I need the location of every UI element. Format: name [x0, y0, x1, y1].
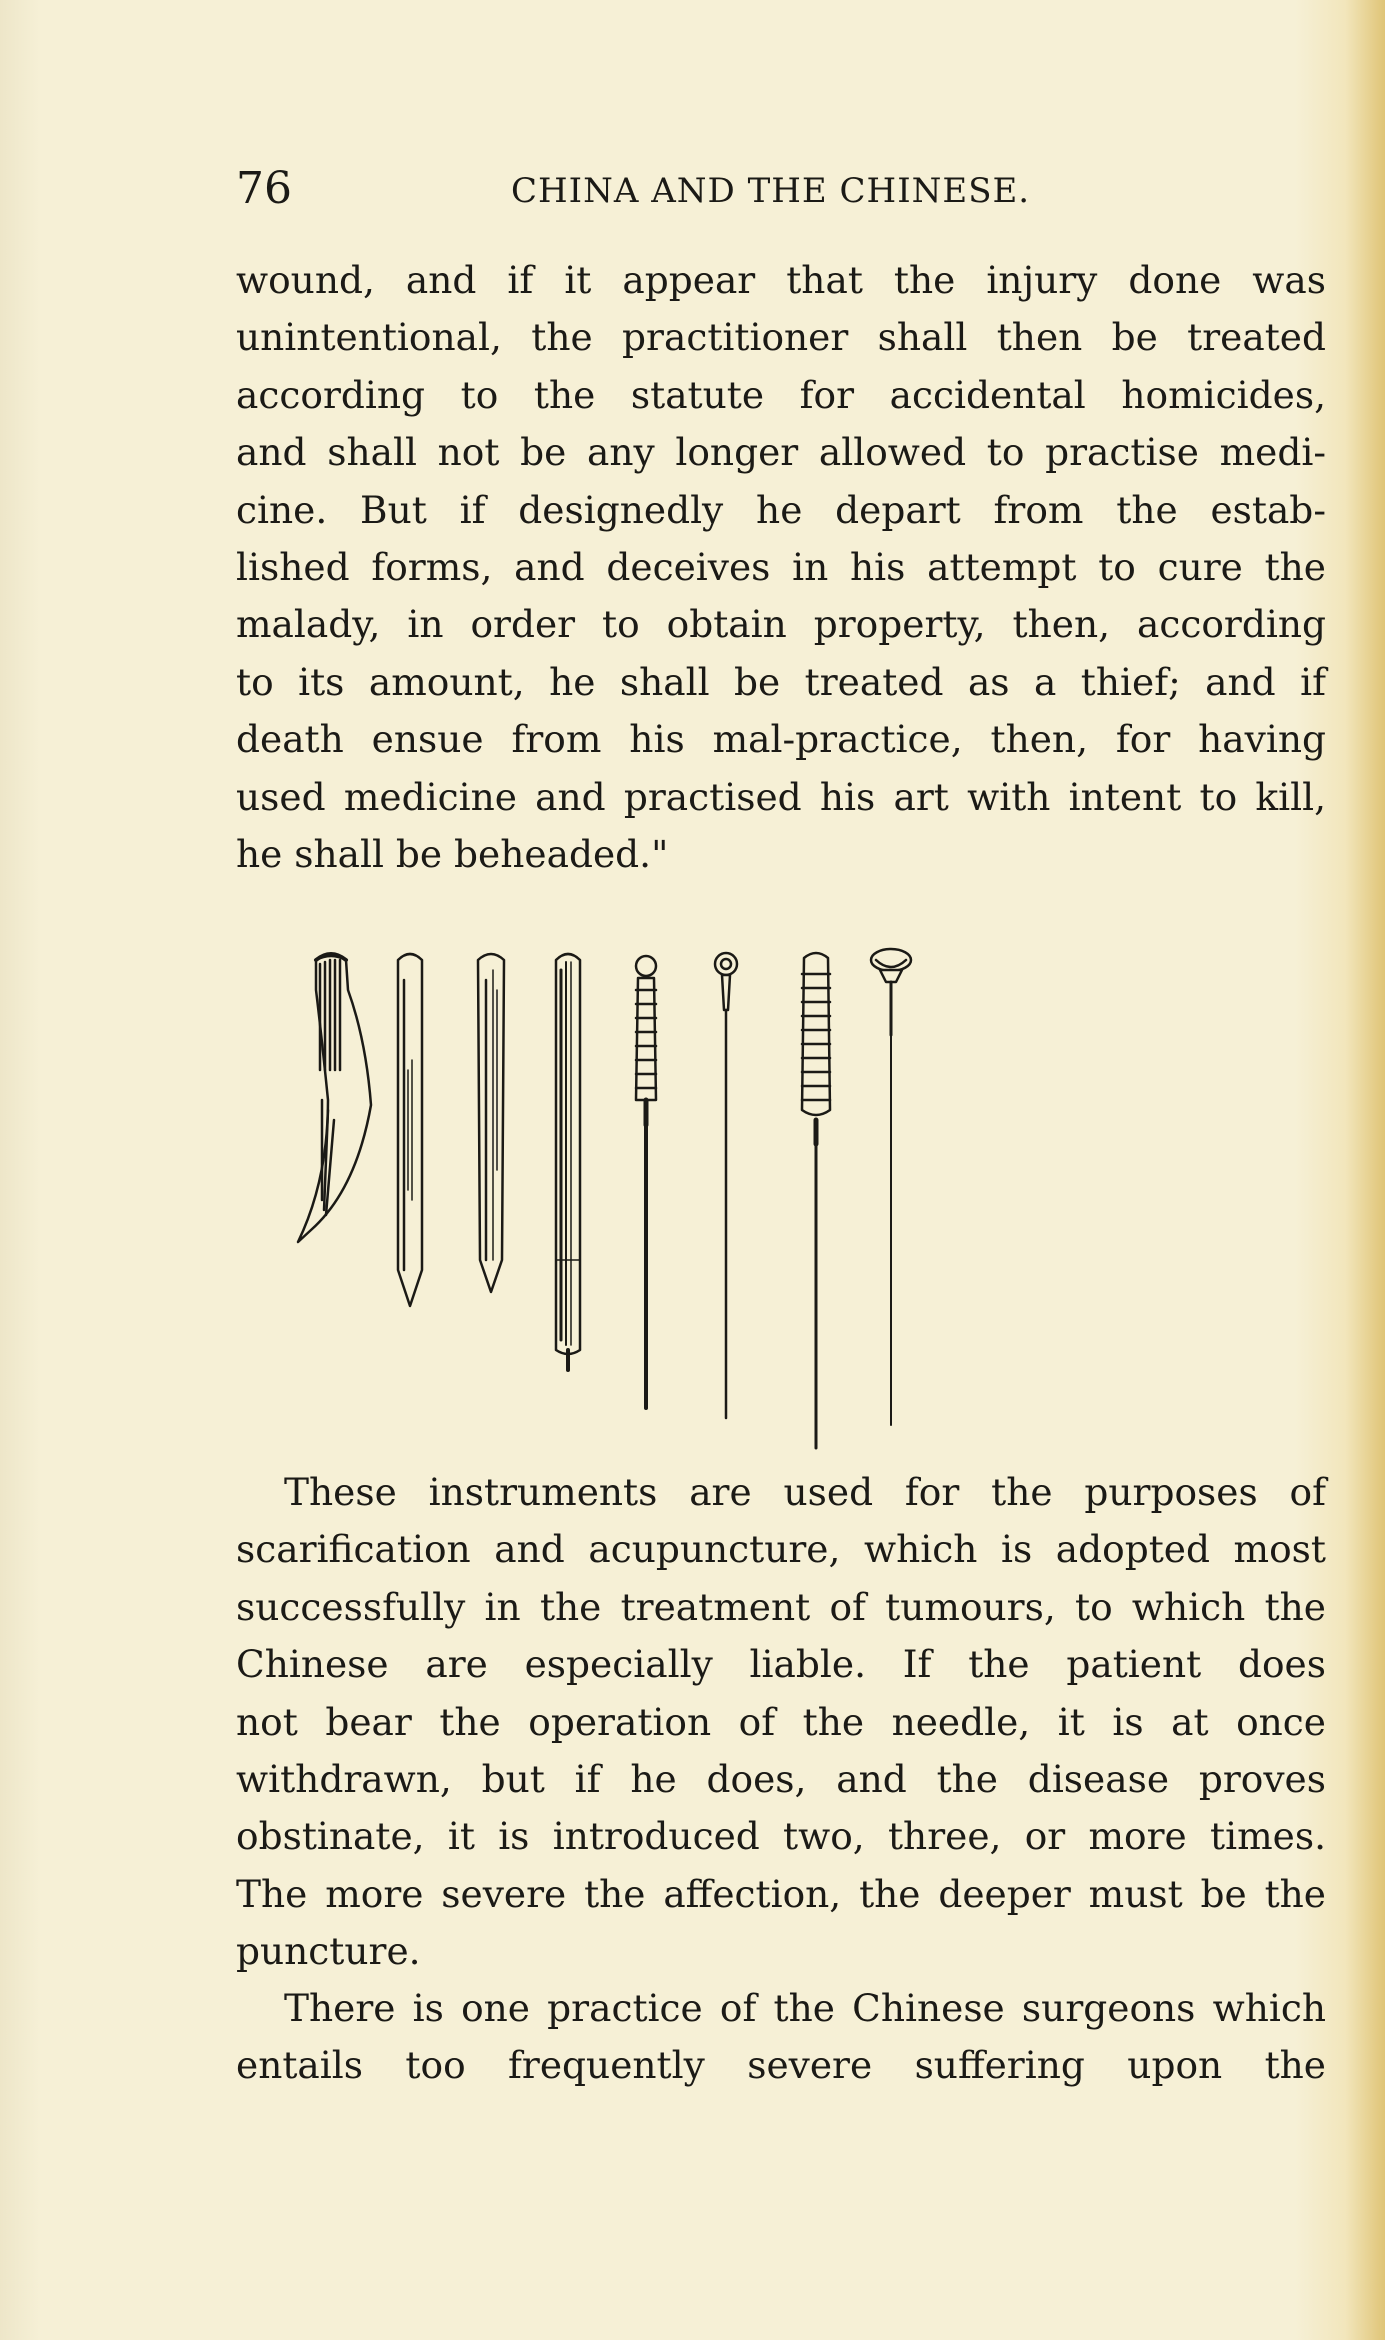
text-line: to its amount, he shall be treated as a thief; and if: [236, 659, 1326, 704]
needle-coiled-handle-icon: [802, 953, 830, 1448]
paragraph-instruments-use: [236, 1464, 1326, 1981]
running-title: CHINA AND THE CHINESE.: [511, 171, 1031, 211]
needle-long-fine-icon: [871, 949, 911, 1425]
text-line: according to the statute for accidental homicides,: [236, 372, 1326, 417]
instruments-illustration: [236, 930, 1326, 1460]
paragraph-surgical-practice: [236, 1980, 1326, 2095]
paragraph-legal-penalties: [236, 252, 1326, 883]
text-line: obstinate, it is introduced two, three, or more times.: [236, 1814, 1326, 1859]
page-number: 76: [236, 163, 292, 214]
text-line: he shall be beheaded.": [236, 831, 669, 876]
text-line: used medicine and practised his art with intent to kill,: [236, 774, 1326, 819]
text-line: These instruments are used for the purposes of: [284, 1470, 1326, 1514]
needle-ridged-handle-icon: [636, 956, 656, 1408]
needle-ball-head-icon: [715, 953, 737, 1418]
text-line: cine. But if designedly he depart from the estab-: [236, 487, 1326, 532]
text-line: lished forms, and deceives in his attempt to cure the: [236, 544, 1326, 589]
text-line: not bear the operation of the needle, it is at once: [236, 1699, 1326, 1744]
text-line: and shall not be any longer allowed to practise medi-: [236, 430, 1326, 475]
instruments-engraving: [236, 930, 1326, 1460]
text-line: There is one practice of the Chinese surgeons which: [284, 1986, 1326, 2030]
lancet-narrow-icon: [478, 954, 504, 1292]
scarification-blade-icon: [298, 954, 371, 1242]
text-line: unintentional, the practitioner shall then be treated: [236, 315, 1326, 360]
needle-thick-icon: [556, 954, 580, 1370]
lancet-flat-icon: [398, 954, 422, 1306]
running-head: [236, 164, 1081, 214]
text-line: The more severe the affection, the deeper must be the: [236, 1871, 1326, 1916]
text-line: scarification and acupuncture, which is adopted most: [236, 1527, 1326, 1572]
text-line: malady, in order to obtain property, then, according: [236, 602, 1326, 647]
text-line: Chinese are especially liable. If the patient does: [236, 1642, 1326, 1687]
text-line: puncture.: [236, 1929, 421, 1974]
text-line: entails too frequently severe suffering upon the: [236, 2043, 1326, 2088]
text-line: wound, and if it appear that the injury done was: [236, 258, 1326, 302]
text-line: withdrawn, but if he does, and the disease proves: [236, 1756, 1326, 1801]
text-line: successfully in the treatment of tumours, to which the: [236, 1584, 1326, 1629]
text-line: death ensue from his mal-practice, then, for having: [236, 717, 1326, 762]
